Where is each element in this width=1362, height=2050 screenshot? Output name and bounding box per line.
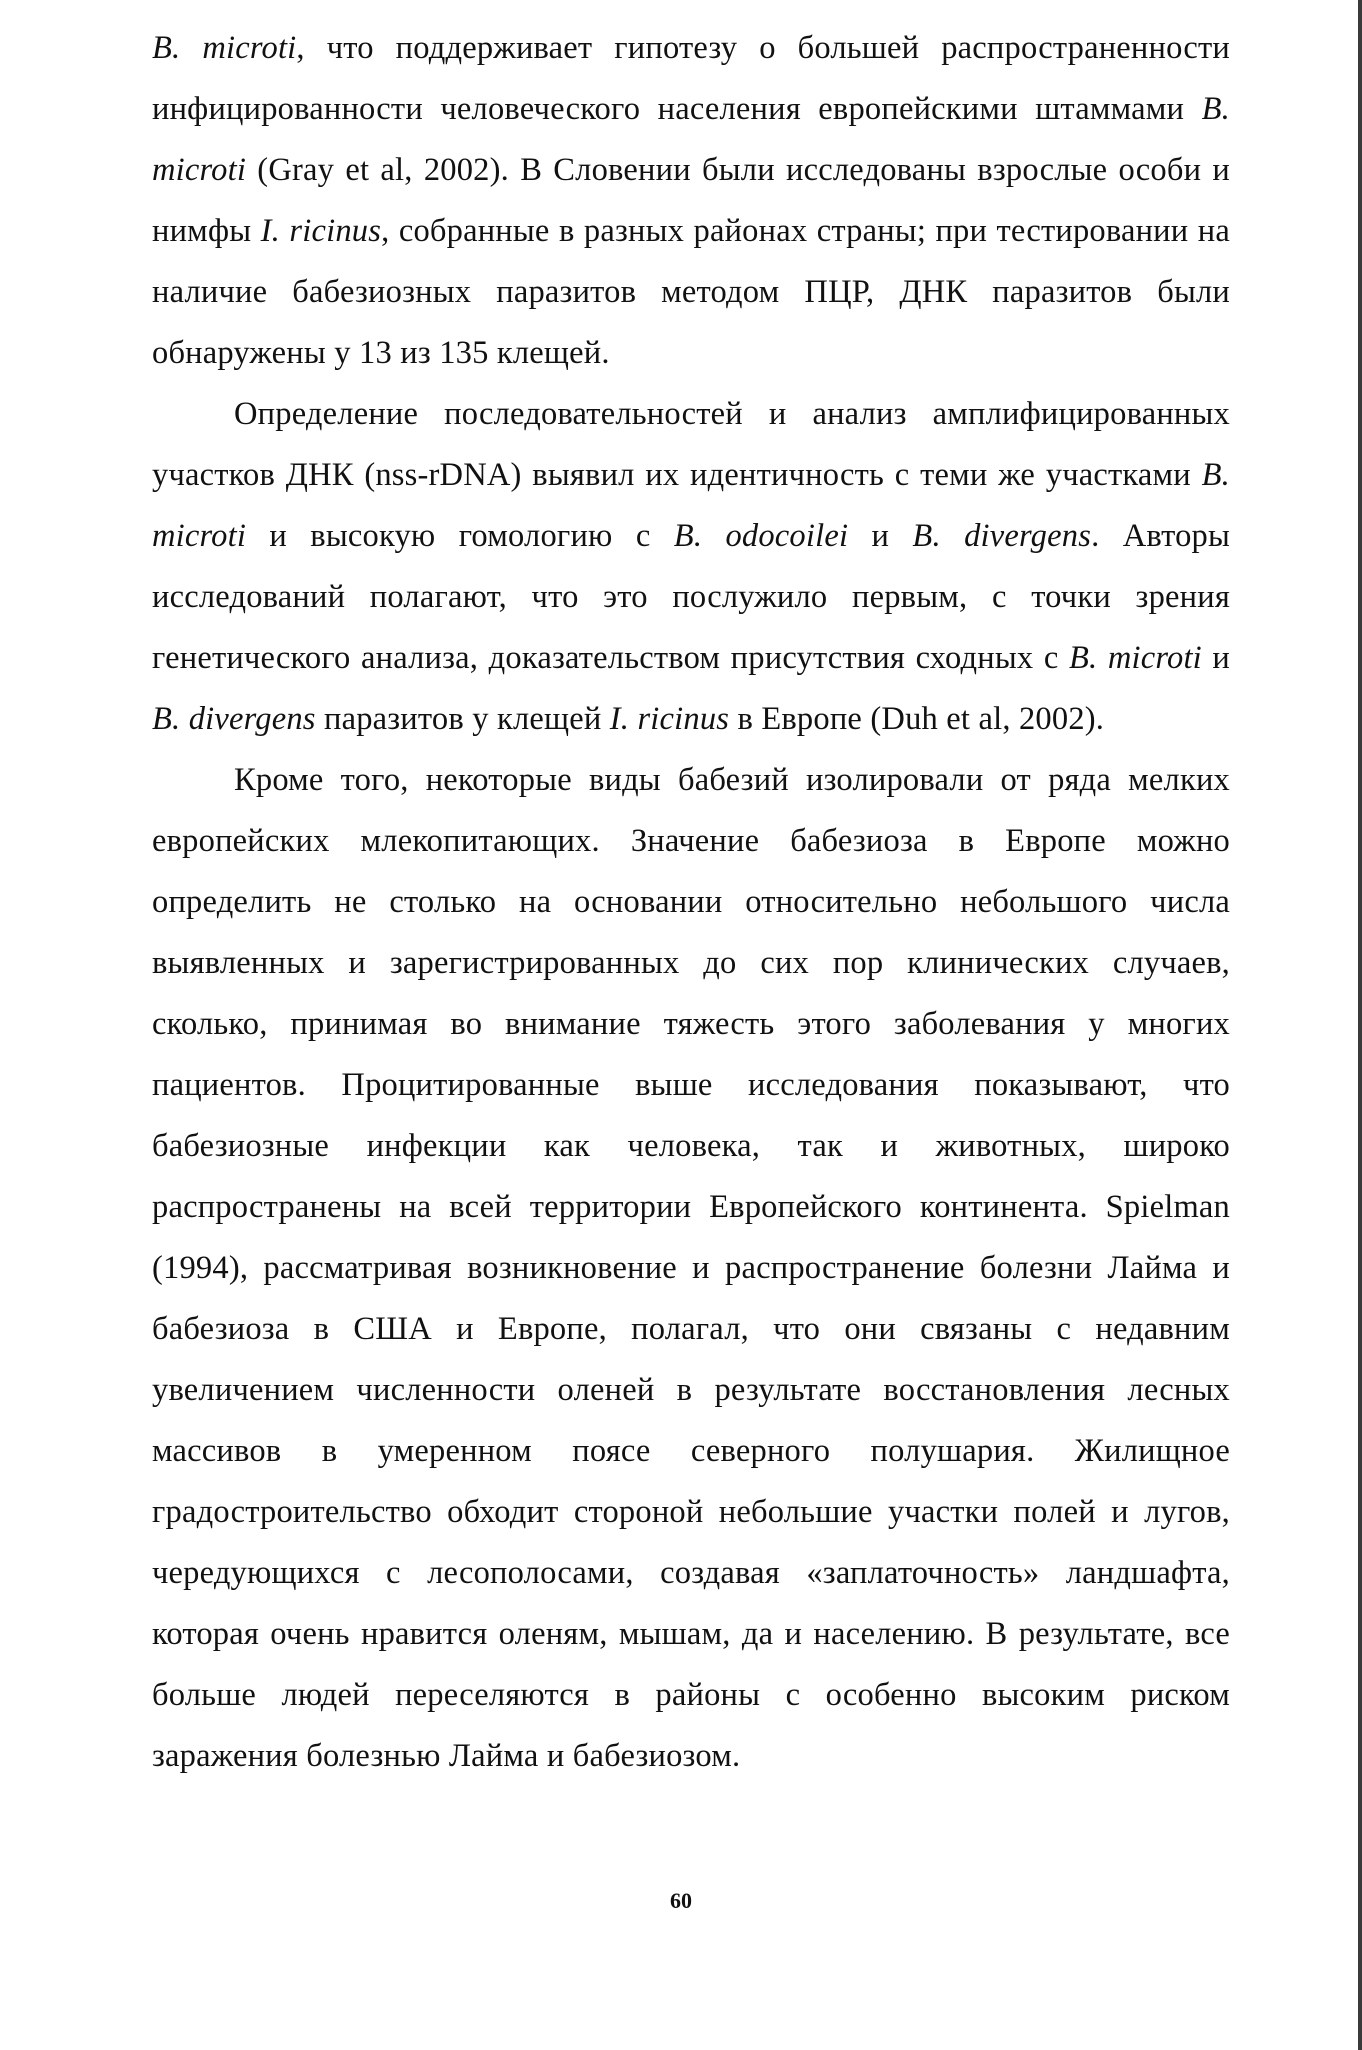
species-name: B. microti	[1068, 640, 1202, 676]
text-run: (Gray et al, 2002). В Словении были исследованы взрослые особи и нимфы	[152, 152, 1230, 249]
paragraph-1	[152, 18, 1230, 384]
text-run: в Европе (Duh et al, 2002).	[729, 701, 1105, 737]
body-text	[152, 18, 1230, 1787]
text-run: . Авторы исследований полагают, что это послужило первым, с точки зрения генетического анализа, доказательством присутствия сходных с	[152, 518, 1231, 676]
species-name: B. microti	[152, 91, 1230, 188]
page-number: 60	[670, 1888, 692, 1913]
text-run: , собранные в разных районах страны; при тестировании на наличие бабезиозных паразитов методом ПЦР, ДНК паразитов были обнаружены у 13 из 135 клещей.	[152, 213, 1230, 371]
text-run: и высокую гомологию с	[246, 518, 674, 554]
text-run: Кроме того, некоторые виды бабезий изолировали от ряда мелких европейских млекопитающих. Значение бабезиоза в Европе можно определить не столько на основании относительно небольшого числа выявленных и зарегистрированных до сих пор клинических случаев, сколько, принимая во внимание тяжесть этого заболевания у многих пациентов. Процитированные выше исследования показывают, что бабезиозные инфекции как человека, так и животных, широко распространены на всей территории Европейского континента. Spielman (1994), рассматривая возникновение и распространение болезни Лайма и бабезиоза в США и Европе, полагал, что они связаны с недавним увеличением численности оленей в результате восстановления лесных массивов в умеренном поясе северного полушария. Жилищное градостроительство обходит стороной небольшие участки полей и лугов, чередующихся с лесополосами, создавая «заплаточность» ландшафта, которая очень нравится оленям, мышам, да и населению. В результате, все больше людей переселяются в районы с особенно высоким риском заражения болезнью Лайма и бабезиозом.	[152, 762, 1230, 1774]
species-name: B. odocoilei	[673, 518, 849, 554]
species-name: B. divergens	[912, 518, 1092, 554]
text-run: паразитов у клещей	[315, 701, 610, 737]
text-run: Определение последовательностей и анализ амплифицированных участков ДНК (nss-rDNA) выявил их идентичность с теми же участками	[152, 396, 1230, 493]
paragraph-3	[152, 750, 1230, 1787]
text-run: и	[1201, 640, 1231, 676]
species-name: I. ricinus	[260, 213, 382, 249]
text-run: и	[848, 518, 913, 554]
paragraph-2	[152, 384, 1230, 750]
species-name: I. ricinus	[609, 701, 730, 737]
species-name: B. microti	[152, 457, 1230, 554]
text-run: , что поддерживает гипотезу о большей распространенности инфицированности человеческого населения европейскими штаммами	[152, 30, 1230, 127]
species-name: B. microti	[152, 30, 297, 66]
species-name: B. divergens	[152, 701, 316, 737]
